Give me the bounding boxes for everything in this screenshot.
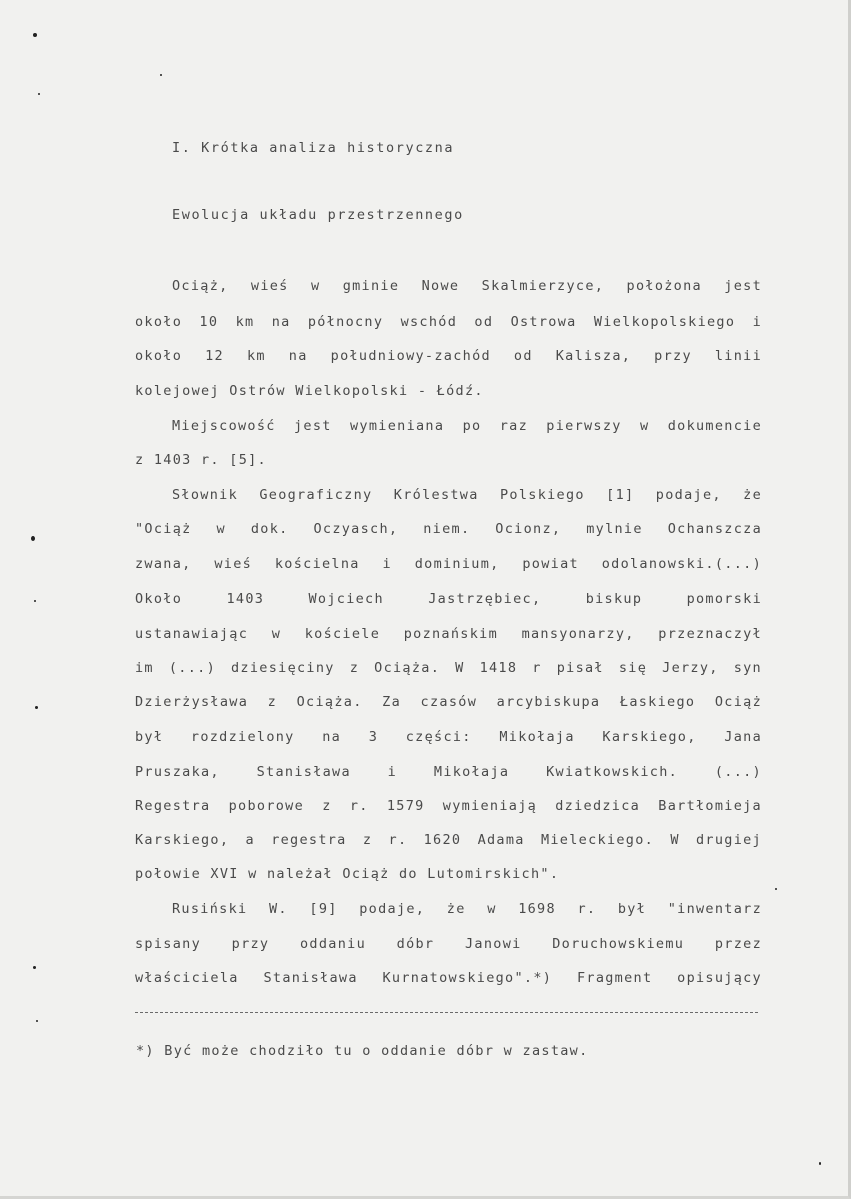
scan-speck (33, 966, 36, 969)
text-line: kolejowej Ostrów Wielkopolski - Łódź. (135, 383, 484, 399)
text-line: Rusiński W. [9] podaje, że w 1698 r. był "inwentarz (172, 901, 762, 917)
text-line: połowie XVI w należał Ociąż do Lutomirskich". (135, 866, 560, 882)
scan-speck (34, 600, 36, 602)
scan-speck (35, 706, 38, 709)
text-line: zwana, wieś kościelna i dominium, powiat odolanowski.(...) (135, 556, 762, 572)
text-line: Około 1403 Wojciech Jastrzębiec, biskup pomorski (135, 591, 762, 607)
scan-speck (819, 1162, 821, 1165)
text-line: właściciela Stanisława Kurnatowskiego".*) Fragment opisujący (135, 970, 762, 986)
text-line: był rozdzielony na 3 części: Mikołaja Karskiego, Jana (135, 729, 762, 745)
text-line: ustanawiając w kościele poznańskim mansyonarzy, przeznaczył (135, 626, 762, 642)
section-heading: I. Krótka analiza historyczna (172, 140, 455, 156)
text-line: około 10 km na północny wschód od Ostrowa Wielkopolskiego i (135, 314, 762, 330)
footnote: *) Być może chodziło tu o oddanie dóbr w zastaw. (136, 1043, 589, 1059)
text-line: im (...) dziesięciny z Ociąża. W 1418 r pisał się Jerzy, syn (135, 660, 762, 676)
text-line: Słownik Geograficzny Królestwa Polskiego [1] podaje, że (172, 487, 762, 503)
scan-speck (33, 33, 37, 37)
text-line: "Ociąż w dok. Oczyasch, niem. Ocionz, mylnie Ochanszcza (135, 521, 762, 537)
scan-speck (36, 1020, 38, 1022)
text-line: Ociąż, wieś w gminie Nowe Skalmierzyce, położona jest (172, 278, 762, 294)
scan-speck (31, 536, 35, 541)
text-line: około 12 km na południowy-zachód od Kalisza, przy linii (135, 348, 762, 364)
text-line: z 1403 r. [5]. (135, 452, 267, 468)
section-subheading: Ewolucja układu przestrzennego (172, 207, 464, 223)
footnote-separator (135, 1012, 758, 1013)
text-line: Miejscowość jest wymieniana po raz pierwszy w dokumencie (172, 418, 762, 434)
text-line: Karskiego, a regestra z r. 1620 Adama Mieleckiego. W drugiej (135, 832, 762, 848)
text-line: Regestra poborowe z r. 1579 wymieniają dziedzica Bartłomieja (135, 798, 762, 814)
text-line: spisany przy oddaniu dóbr Janowi Doruchowskiemu przez (135, 936, 762, 952)
scan-speck (775, 888, 777, 890)
text-line: Pruszaka, Stanisława i Mikołaja Kwiatkowskich. (...) (135, 764, 762, 780)
text-line: Dzierżysława z Ociąża. Za czasów arcybiskupa Łaskiego Ociąż (135, 694, 762, 710)
scan-speck (38, 93, 40, 95)
scan-speck (160, 74, 162, 76)
